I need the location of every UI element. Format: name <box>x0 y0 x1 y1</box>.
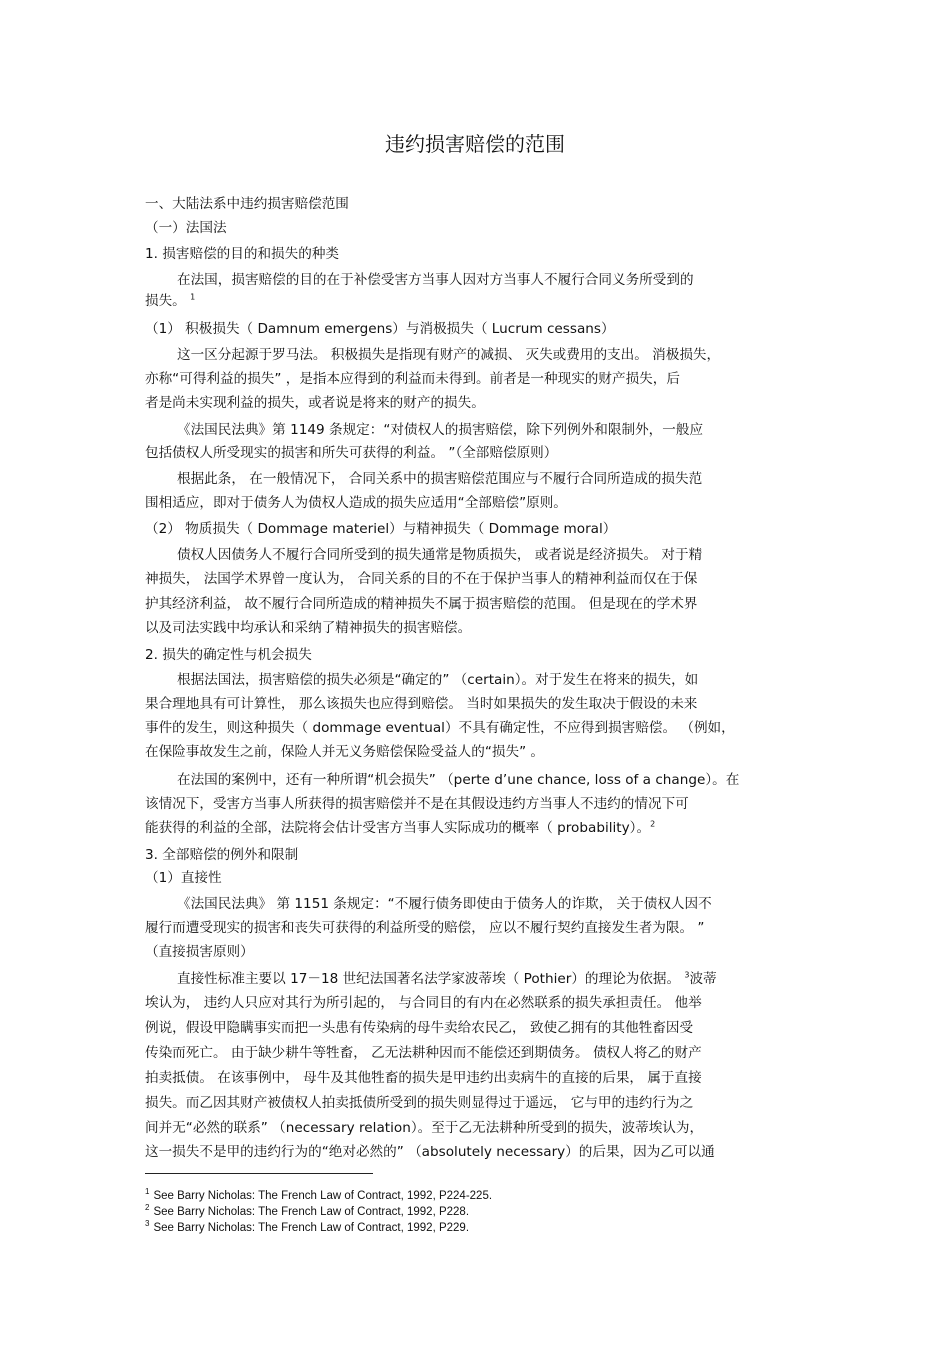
paragraph-line: 履行而遭受现实的损害和丧失可获得的利益所受的赔偿， 应以不履行契约直接发生者为限。 ” <box>145 920 705 936</box>
paragraph-line: 在法国的案例中，还有一种所谓“机会损失” （perte d’une chance, loss of a change）。在 <box>177 772 740 788</box>
paragraph-line: 神损失， 法国学术界曾一度认为， 合同关系的目的不在于保护当事人的精神利益而仅在于保 <box>145 571 698 587</box>
paragraph-line: 亦称“可得利益的损失” ，是指本应得到的利益而未得到。前者是一种现实的财产损失，后 <box>145 371 680 387</box>
paragraph-text: 损失。 <box>145 293 186 309</box>
paragraph-line: 事件的发生，则这种损失（ dommage eventual）不具有确定性，不应得到损害赔偿。 （例如， <box>145 720 735 736</box>
paragraph-line: 以及司法实践中均承认和采纳了精神损失的损害赔偿。 <box>145 620 472 636</box>
paragraph-line: 这一区分起源于罗马法。 积极损失是指现有财产的减损、 灭失或费用的支出。 消极损失， <box>177 347 721 363</box>
footnote-number: 3 <box>145 1219 150 1228</box>
item-heading: （1）直接性 <box>145 870 222 886</box>
paragraph-line: 损失。而乙因其财产被债权人拍卖抵债所受到的损失则显得过于遥远， 它与甲的违约行为之 <box>145 1095 694 1111</box>
footnote-text: See Barry Nicholas: The French Law of Contract, 1992, P228. <box>153 1205 470 1218</box>
paragraph-line: 《法国民法典》第 1149 条规定：“对债权人的损害赔偿，除下列例外和限制外，一般应 <box>177 422 704 438</box>
paragraph-line: 包括债权人所受现实的损害和所失可获得的利益。 ”（全部赔偿原则） <box>145 445 558 461</box>
footnote-number: 2 <box>145 1203 150 1212</box>
footnote-number: 1 <box>145 1187 150 1196</box>
paragraph-line: 根据此条， 在一般情况下， 合同关系中的损害赔偿范围应与不履行合同所造成的损失范 <box>177 471 703 487</box>
item-heading: （1） 积极损失（ Damnum emergens）与消极损失（ Lucrum cessans） <box>145 321 615 337</box>
paragraph-text: 直接性标准主要以 17－18 世纪法国著名法学家波蒂埃（ Pothier）的理论为依据。 <box>177 971 681 987</box>
paragraph-line: 护其经济利益， 故不履行合同所造成的精神损失不属于损害赔偿的范围。 但是现在的学术界 <box>145 596 698 612</box>
paragraph-line: （直接损害原则） <box>145 944 254 960</box>
paragraph-line: 果合理地具有可计算性， 那么该损失也应得到赔偿。 当时如果损失的发生取决于假设的未来 <box>145 696 698 712</box>
numbered-heading: 2. 损失的确定性与机会损失 <box>145 647 312 663</box>
paragraph-line: 在法国，损害赔偿的目的在于补偿受害方当事人因对方当事人不履行合同义务所受到的 <box>177 272 694 288</box>
paragraph-text: 能获得的利益的全部，法院将会估计受害方当事人实际成功的概率（ probability）。 <box>145 820 651 836</box>
document-title: 违约损害赔偿的范围 <box>385 132 565 156</box>
paragraph-line: 间并无“必然的联系” （necessary relation）。至于乙无法耕种所受到的损失，波蒂埃认为， <box>145 1120 704 1136</box>
paragraph-line: 者是尚未实现利益的损失，或者说是将来的财产的损失。 <box>145 395 485 411</box>
footnote <box>145 1216 469 1236</box>
footnote-ref: 3 <box>684 970 690 980</box>
section-heading: 一、大陆法系中违约损害赔偿范围 <box>145 196 349 212</box>
footnote-ref: 1 <box>190 292 196 302</box>
numbered-heading: 3. 全部赔偿的例外和限制 <box>145 847 299 863</box>
numbered-heading: 1. 损害赔偿的目的和损失的种类 <box>145 246 340 262</box>
paragraph-line: 围相适应，即对于债务人为债权人造成的损失应适用“全部赔偿”原则。 <box>145 495 567 511</box>
item-heading: （2） 物质损失（ Dommage materiel）与精神损失（ Dommage moral） <box>145 521 617 537</box>
footnote-text: See Barry Nicholas: The French Law of Contract, 1992, P229. <box>153 1221 470 1234</box>
footnote-ref: 2 <box>650 819 656 829</box>
paragraph-text: 波蒂 <box>689 971 717 987</box>
paragraph-line <box>145 819 810 837</box>
footnote-text: See Barry Nicholas: The French Law of Contract, 1992, P224-225. <box>153 1189 493 1202</box>
paragraph-line: 根据法国法，损害赔偿的损失必须是“确定的” （certain）。对于发生在将来的损失，如 <box>177 672 699 688</box>
paragraph-line: 例说，假设甲隐瞒事实而把一头患有传染病的母牛卖给农民乙， 致使乙拥有的其他牲畜因受 <box>145 1020 694 1036</box>
paragraph-line: 埃认为， 违约人只应对其行为所引起的， 与合同目的有内在必然联系的损失承担责任。 他举 <box>145 995 702 1011</box>
footnote-divider <box>145 1173 373 1174</box>
paragraph-line: 传染而死亡。 由于缺少耕牛等牲畜， 乙无法耕种因而不能偿还到期债务。 债权人将乙的财产 <box>145 1045 702 1061</box>
paragraph-line: 《法国民法典》 第 1151 条规定：“不履行债务即使由于债务人的诈欺， 关于债权人因不 <box>177 896 712 912</box>
paragraph-line: 这一损失不是甲的违约行为的“绝对必然的” （absolutely necessary）的后果，因为乙可以通 <box>145 1144 715 1160</box>
paragraph-line: 债权人因债务人不履行合同所受到的损失通常是物质损失， 或者说是经济损失。 对于精 <box>177 547 703 563</box>
paragraph-line: 在保险事故发生之前，保险人并无义务赔偿保险受益人的“损失” 。 <box>145 744 545 760</box>
paragraph-line <box>177 970 810 988</box>
paragraph-line: 拍卖抵债。 在该事例中， 母牛及其他牲畜的损失是甲违约出卖病牛的直接的后果， 属于直接 <box>145 1070 702 1086</box>
subsection-heading: （一）法国法 <box>145 220 227 236</box>
paragraph-line: 该情况下，受害方当事人所获得的损害赔偿并不是在其假设违约方当事人不违约的情况下可 <box>145 796 689 812</box>
paragraph-line <box>145 292 810 310</box>
